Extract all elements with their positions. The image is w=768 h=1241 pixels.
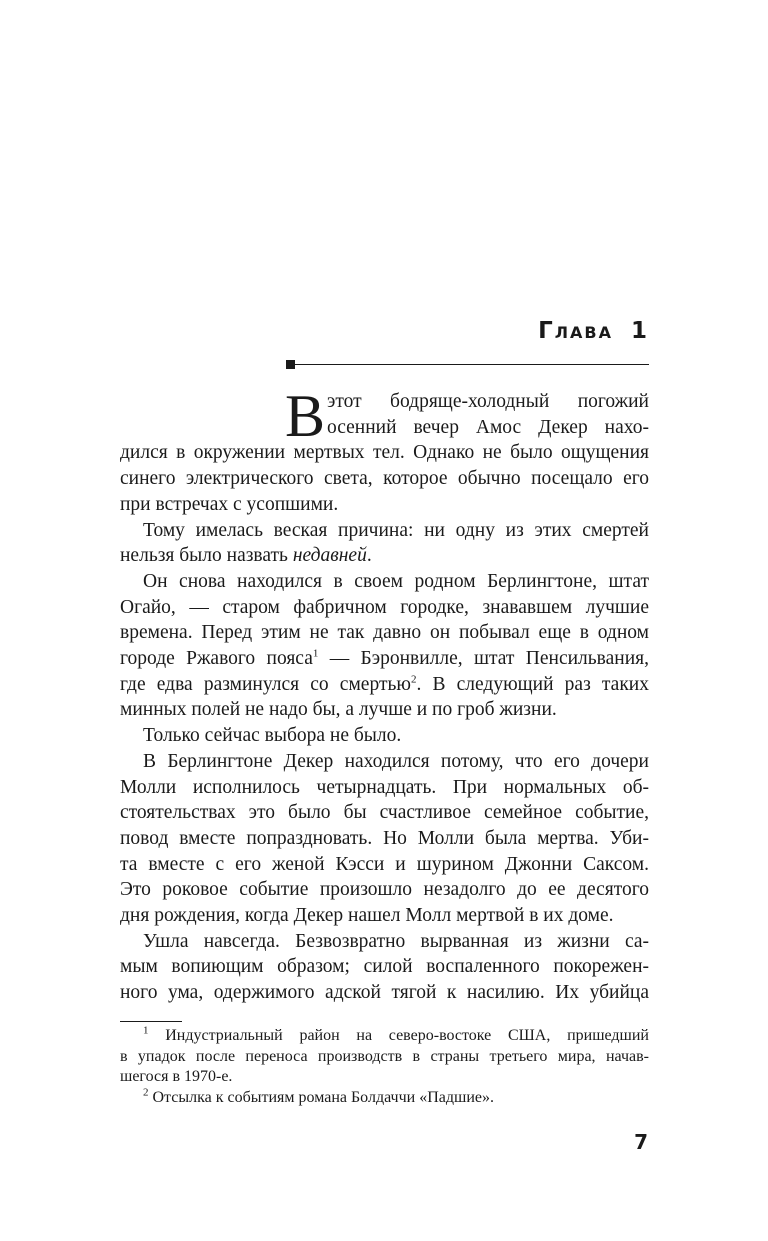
- page-number: 7: [634, 1130, 648, 1154]
- text-fragment: . В следующий раз таких: [416, 673, 649, 695]
- text-line: осенний вечер Амос Декер нахо-: [327, 416, 649, 438]
- text-fragment: .: [366, 545, 372, 567]
- chapter-label: Глава: [538, 318, 613, 344]
- footnote-ref-1[interactable]: 1: [312, 647, 319, 660]
- text-fragment: нельзя было назвать: [120, 545, 293, 567]
- text-line: синего электрического света, которое обычно посещало его: [120, 468, 649, 490]
- text-line: дился в окружении мертвых тел. Однако не было ощущения: [120, 442, 649, 464]
- text-fragment: городе Ржавого пояса: [120, 648, 313, 670]
- text-line: Молли исполнилось четырнадцать. При нормальных об-: [120, 776, 649, 798]
- text-line: стоятельствах это было бы счастливое семейное событие,: [120, 802, 649, 824]
- footnote-text: Отсылка к событиям романа Болдаччи «Падшие».: [148, 1088, 494, 1106]
- footnotes: [120, 1026, 649, 1108]
- text-line: минных полей не надо бы, а лучше и по гроб жизни.: [120, 699, 557, 721]
- footnote-line: шегося в 1970-е.: [120, 1068, 233, 1085]
- text-fragment: — Бэронвилле, штат Пенсильвания,: [318, 648, 650, 670]
- drop-cap: В: [285, 383, 326, 449]
- text-line: времена. Перед этим не так давно он побывал еще в одном: [120, 622, 649, 644]
- text-line: Огайо, — старом фабричном городке, знававшем лучшие: [120, 596, 649, 618]
- body-text: [120, 383, 650, 1006]
- text-line: дня рождения, когда Декер нашел Молл мертвой в их доме.: [120, 905, 614, 927]
- text-line: [120, 543, 649, 569]
- footnote-2: [120, 1088, 649, 1109]
- chapter-title: [538, 318, 648, 344]
- text-line: [120, 672, 649, 698]
- text-line: мым вопиющим образом; силой воспаленного покорежен-: [120, 956, 649, 978]
- opening-block: [120, 383, 649, 449]
- text-line: В Берлингтоне Декер находился потому, что его дочери: [143, 750, 649, 772]
- text-line: [120, 646, 649, 672]
- text-line: Это роковое событие произошло незадолго до ее десятого: [120, 879, 649, 901]
- footnote-rule: [120, 1021, 182, 1022]
- footnote-line: в упадок после переноса производств в страны третьего мира, начав-: [120, 1047, 649, 1065]
- text-line: Он снова находился в своем родном Берлингтоне, штат: [143, 570, 649, 592]
- text-line: Ушла навсегда. Безвозвратно вырванная из жизни са-: [143, 930, 649, 952]
- italic-word: недавней: [292, 545, 367, 567]
- footnote-text: Индустриальный район на северо-востоке США, пришедший: [148, 1027, 649, 1044]
- text-line: ного ума, одержимого адской тягой к насилию. Их убийца: [120, 982, 649, 1004]
- text-line: этот бодряще-холодный погожий: [327, 391, 649, 412]
- chapter-rule: [292, 364, 649, 365]
- text-line: Только сейчас выбора не было.: [143, 725, 402, 747]
- text-line: та вместе с его женой Кэсси и шурином Джонни Саксом.: [120, 853, 649, 875]
- text-line: повод вместе попраздновать. Но Молли была мертва. Уби-: [120, 827, 649, 849]
- footnote-ref-2[interactable]: 2: [410, 673, 417, 686]
- footnote-number-2: 2: [143, 1086, 149, 1099]
- chapter-number: 1: [630, 318, 648, 344]
- text-line: Тому имелась веская причина: ни одну из этих смертей: [143, 519, 649, 541]
- text-line: при встречах с усопшими.: [120, 493, 339, 515]
- footnote-1: [120, 1026, 649, 1047]
- footnote-number-1: 1: [143, 1024, 149, 1037]
- text-fragment: где едва разминулся со смертью: [120, 673, 411, 695]
